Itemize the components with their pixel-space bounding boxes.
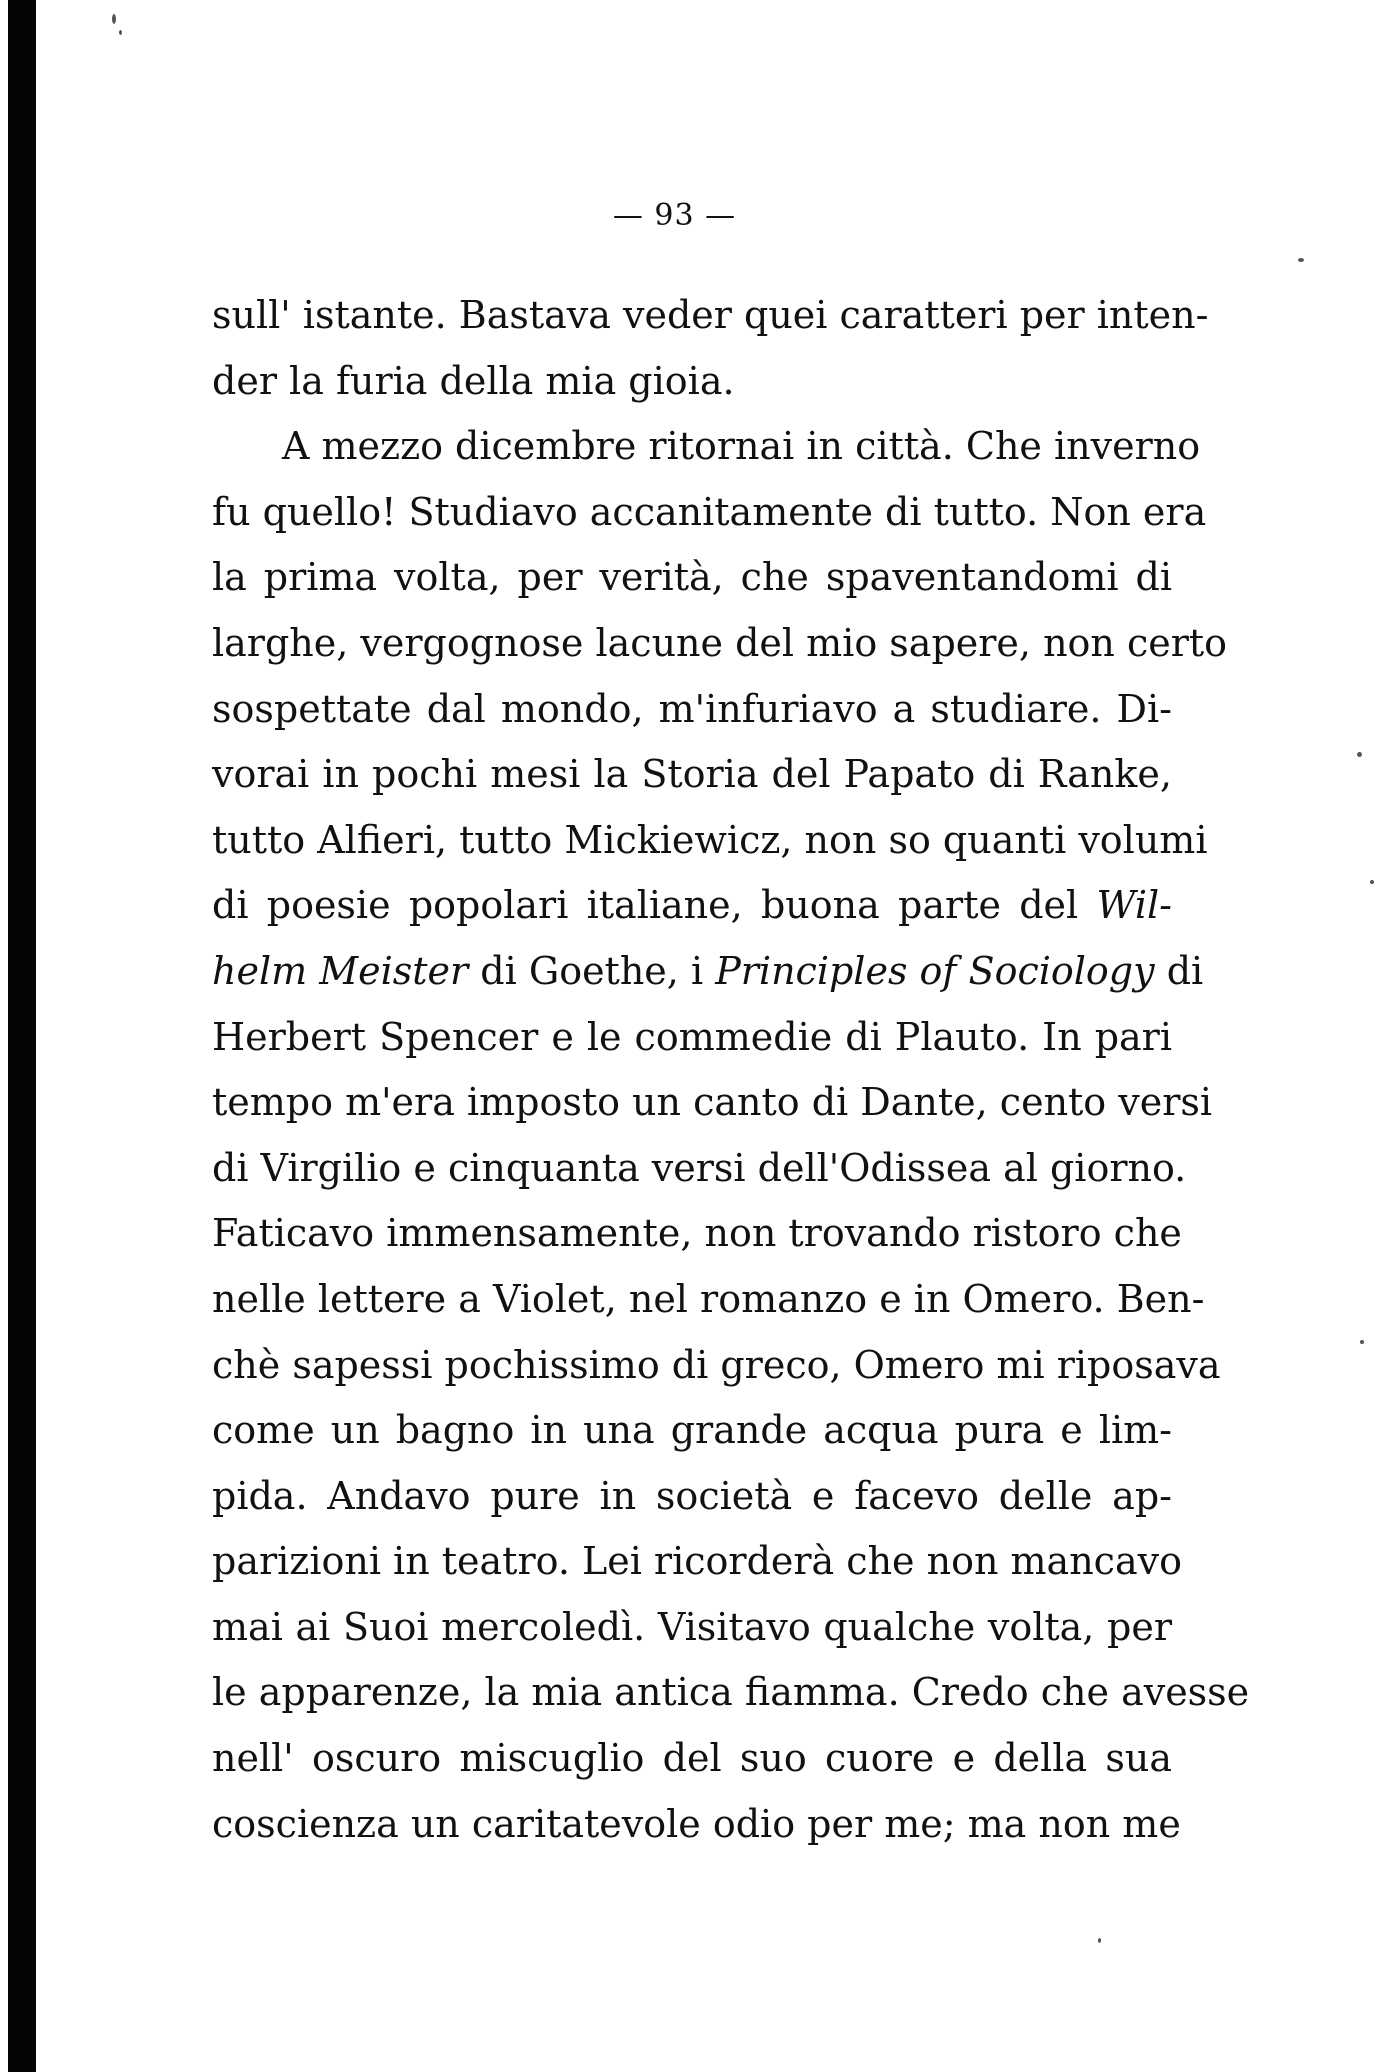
text-line: Faticavo immensamente, non trovando ristoro che: [212, 1211, 1182, 1256]
text-line: pida. Andavo pure in società e facevo delle ap-: [212, 1473, 1172, 1518]
text-line: der la furia della mia gioia.: [212, 358, 735, 403]
page-number: — 93 —: [612, 198, 737, 233]
text-line: sospettate dal mondo, m'infuriavo a studiare. Di-: [212, 686, 1172, 731]
speck-mark: [119, 30, 122, 35]
body-text: [212, 283, 1250, 1857]
text-line: chè sapessi pochissimo di greco, Omero mi riposava: [212, 1342, 1221, 1387]
text-line: come un bagno in una grande acqua pura e lim-: [212, 1408, 1172, 1453]
text-line: la prima volta, per verità, che spaventandomi di: [212, 555, 1172, 600]
text-line: sull' istante. Bastava veder quei caratteri per inten-: [212, 293, 1209, 337]
italic-title: helm Meister: [212, 948, 469, 993]
text-line: fu quello! Studiavo accanitamente di tutto. Non era: [212, 489, 1207, 534]
text-line: tutto Alfieri, tutto Mickiewicz, non so quanti volumi: [212, 817, 1208, 862]
speck-mark: [1098, 1938, 1101, 1943]
text-line: [212, 939, 1204, 1005]
text-run: di poesie popolari italiane, buona parte del: [212, 883, 1097, 928]
text-line: tempo m'era imposto un canto di Dante, cento versi: [212, 1080, 1213, 1125]
binding-edge: [8, 0, 36, 2072]
speck-mark: [1357, 752, 1362, 757]
text-line: nell' oscuro miscuglio del suo cuore e della sua: [212, 1736, 1172, 1781]
speck-mark: [1360, 1340, 1364, 1344]
italic-title: Principles of Sociology: [715, 948, 1155, 993]
text-line: mai ai Suoi mercoledì. Visitavo qualche volta, per: [212, 1604, 1172, 1649]
text-line: nelle lettere a Violet, nel romanzo e in Omero. Ben-: [212, 1276, 1205, 1321]
text-line: vorai in pochi mesi la Storia del Papato di Ranke,: [212, 752, 1172, 797]
text-line: parizioni in teatro. Lei ricorderà che non mancavo: [212, 1539, 1182, 1584]
italic-title: Wil-: [1096, 883, 1172, 928]
speck-mark: [112, 14, 116, 24]
text-run: di Goethe, i: [468, 948, 716, 993]
text-line: coscienza un caritatevole odio per me; ma non me: [212, 1801, 1181, 1846]
speck-mark: [1370, 880, 1374, 884]
text-line: Herbert Spencer e le commedie di Plauto. In pari: [212, 1014, 1172, 1059]
text-line: le apparenze, la mia antica fiamma. Credo che avesse: [212, 1670, 1250, 1715]
text-run: di: [1154, 948, 1204, 993]
text-line: [212, 873, 1172, 939]
text-line: larghe, vergognose lacune del mio sapere, non certo: [212, 620, 1228, 665]
speck-mark: [1298, 258, 1304, 262]
text-line: A mezzo dicembre ritornai in città. Che inverno: [282, 424, 1201, 469]
text-line: di Virgilio e cinquanta versi dell'Odissea al giorno.: [212, 1145, 1187, 1190]
